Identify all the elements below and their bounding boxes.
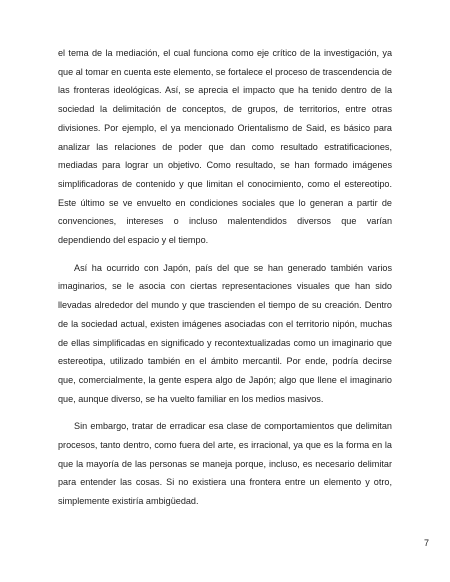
body-text [58, 44, 392, 520]
paragraph-1: el tema de la mediación, el cual funciona como eje crítico de la investigación, ya que al tomar en cuenta este elemento, se fortalece el proceso de trascendencia de las fronteras ideológicas. Así, se aprecia el impacto que ha tenido dentro de la sociedad la delimitación de conceptos, de grupos, de territorios, entre otras divisiones. Por ejemplo, el ya mencionado Orientalismo de Said, es básico para analizar las relaciones de poder que dan como resultado estratificaciones, mediadas para lograr un objetivo. Como resultado, se han formado imágenes simplificadoras de contenido y que limitan el conocimiento, como el estereotipo. Este último se ve envuelto en condiciones sociales que lo generan a partir de convenciones, intereses o incluso malentendidos diversos que varían dependiendo del espacio y el tiempo. [58, 48, 392, 246]
page-number: 7 [424, 538, 430, 548]
paragraph-2: Así ha ocurrido con Japón, país del que se han generado también varios imaginarios, se le asocia con ciertas representaciones visuales que han sido llevadas alrededor del mundo y que trascienden el tiempo de su creación. Dentro de la sociedad actual, existen imágenes asociadas con el territorio nipón, muchas de ellas simplificadas en significado y recontextualizadas como un imaginario que estereotipa, utilizado también en el ámbito mercantil. Por ende, podría decirse que, comercialmente, la gente espera algo de Japón; algo que llene el imaginario que, aunque diverso, se ha vuelto familiar en los medios masivos. [58, 262, 392, 404]
paragraph-3: Sin embargo, tratar de erradicar esa clase de comportamientos que delimitan procesos, tanto dentro, como fuera del arte, es irracional, ya que es la forma en la que la mayoría de las personas se maneja porque, incluso, es necesario delimitar para entender las cosas. Si no existiera una frontera entre un elemento y otro, simplemente existiría ambigüedad. [58, 421, 392, 507]
